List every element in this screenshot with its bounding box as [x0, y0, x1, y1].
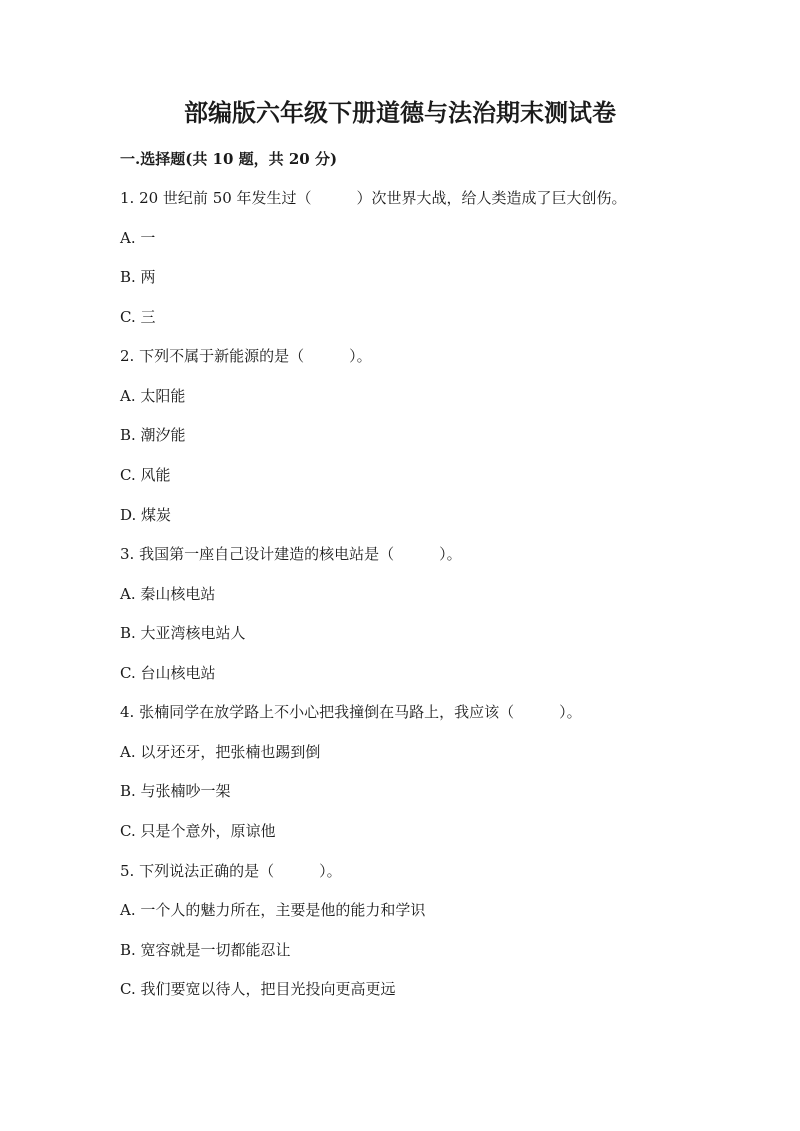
question-1-option-a: A. 一 [120, 229, 156, 247]
question-5-option-c: C. 我们要宽以待人，把目光投向更高更远 [120, 980, 396, 998]
question-5-option-b: B. 宽容就是一切都能忍让 [120, 941, 291, 959]
question-1-option-c: C. 三 [120, 308, 156, 326]
question-2-option-c: C. 风能 [120, 466, 171, 484]
question-2-stem: 2. 下列不属于新能源的是（ ）。 [120, 347, 372, 365]
question-4-stem: 4. 张楠同学在放学路上不小心把我撞倒在马路上，我应该（ ）。 [120, 703, 582, 721]
question-3-option-c: C. 台山核电站 [120, 664, 216, 682]
question-3-option-b: B. 大亚湾核电站人 [120, 624, 246, 642]
exam-title: 部编版六年级下册道德与法治期末测试卷 [184, 98, 616, 127]
question-5-option-a: A. 一个人的魅力所在，主要是他的能力和学识 [120, 901, 426, 919]
question-4-option-c: C. 只是个意外，原谅他 [120, 822, 276, 840]
question-3-stem: 3. 我国第一座自己设计建造的核电站是（ ）。 [120, 545, 462, 563]
section-heading: 一.选择题(共 10 题，共 20 分) [120, 150, 338, 168]
question-4-option-b: B. 与张楠吵一架 [120, 782, 231, 800]
question-2-option-a: A. 太阳能 [120, 387, 186, 405]
question-1-option-b: B. 两 [120, 268, 156, 286]
question-3-option-a: A. 秦山核电站 [120, 585, 216, 603]
question-4-option-a: A. 以牙还牙，把张楠也踢到倒 [120, 743, 321, 761]
question-2-option-d: D. 煤炭 [120, 506, 172, 524]
question-1-stem: 1. 20 世纪前 50 年发生过（ ）次世界大战，给人类造成了巨大创伤。 [120, 189, 627, 207]
question-2-option-b: B. 潮汐能 [120, 426, 186, 444]
question-5-stem: 5. 下列说法正确的是（ ）。 [120, 862, 342, 880]
